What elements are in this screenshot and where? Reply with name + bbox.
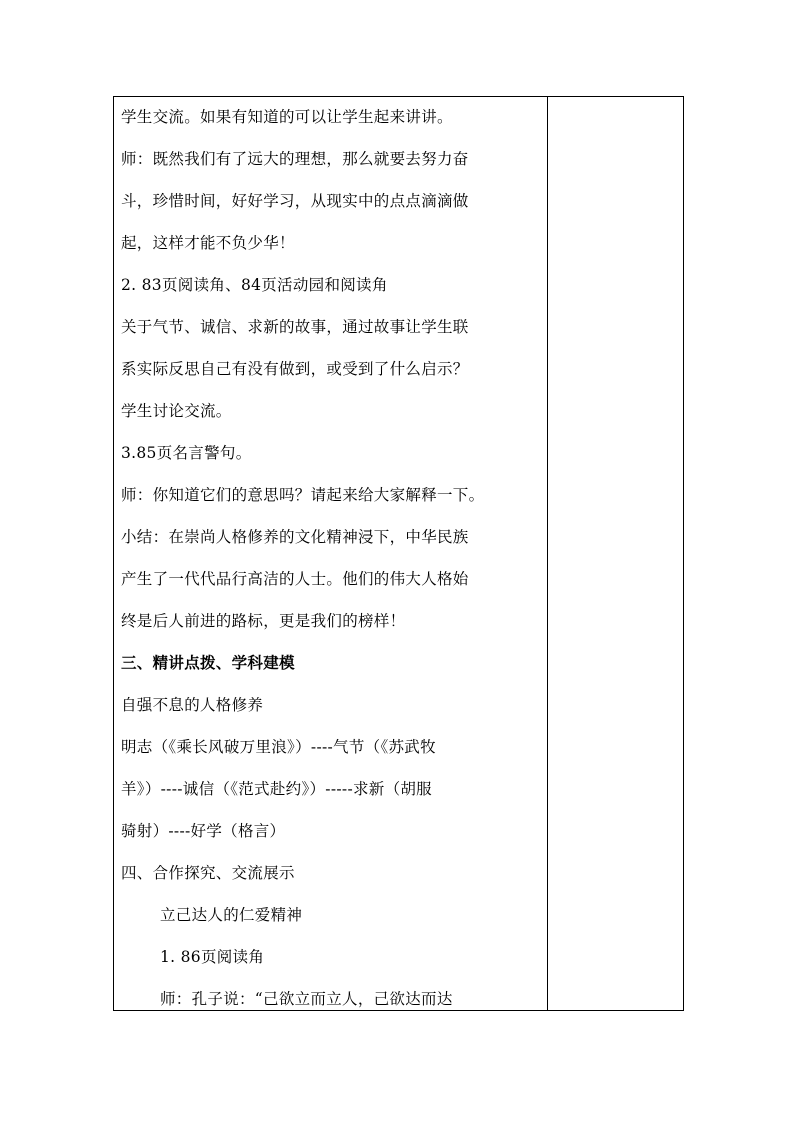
text-line: 学生交流。如果有知道的可以让学生起来讲讲。	[121, 108, 453, 126]
text-line: 斗，珍惜时间，好好学习，从现实中的点点滴滴做	[121, 192, 469, 210]
text-line: 立己达人的仁爱精神	[160, 906, 303, 924]
text-line: 产生了一代代品行高洁的人士。他们的伟大人格始	[121, 570, 469, 588]
text-line: 小结：在崇尚人格修养的文化精神浸下，中华民族	[121, 528, 469, 546]
text-line: 3.85页名言警句。	[121, 444, 252, 462]
text-line: 1. 86页阅读角	[160, 948, 265, 966]
section-heading: 三、精讲点拨、学科建模	[121, 653, 295, 672]
text-line: 终是后人前进的路标，更是我们的榜样！	[121, 612, 406, 630]
text-line: 骑射）----好学（格言）	[121, 822, 286, 840]
section-heading: 四、合作探究、交流展示	[121, 864, 295, 882]
text-line: 羊》）----诚信（《范式赴约》）-----求新（胡服	[121, 780, 432, 798]
text-line: 师：你知道它们的意思吗？请起来给大家解释一下。	[121, 486, 485, 504]
text-line: 学生讨论交流。	[121, 402, 232, 420]
lesson-plan-table	[113, 96, 684, 1011]
text-line: 起，这样才能不负少华！	[121, 234, 295, 252]
text-line: 明志（《乘长风破万里浪》）----气节（《苏武牧	[121, 738, 436, 756]
text-line: 关于气节、诚信、求新的故事，通过故事让学生联	[121, 318, 469, 336]
notes-cell	[548, 97, 683, 1010]
text-line: 师：既然我们有了远大的理想，那么就要去努力奋	[121, 150, 469, 168]
text-line: 自强不息的人格修养	[121, 696, 264, 714]
text-line: 2. 83页阅读角、84页活动园和阅读角	[121, 276, 388, 294]
lesson-content-cell	[114, 97, 548, 1010]
text-line: 师：孔子说：“己欲立而立人，己欲达而达	[160, 990, 453, 1008]
text-line: 系实际反思自己有没有做到，或受到了什么启示？	[121, 360, 469, 378]
